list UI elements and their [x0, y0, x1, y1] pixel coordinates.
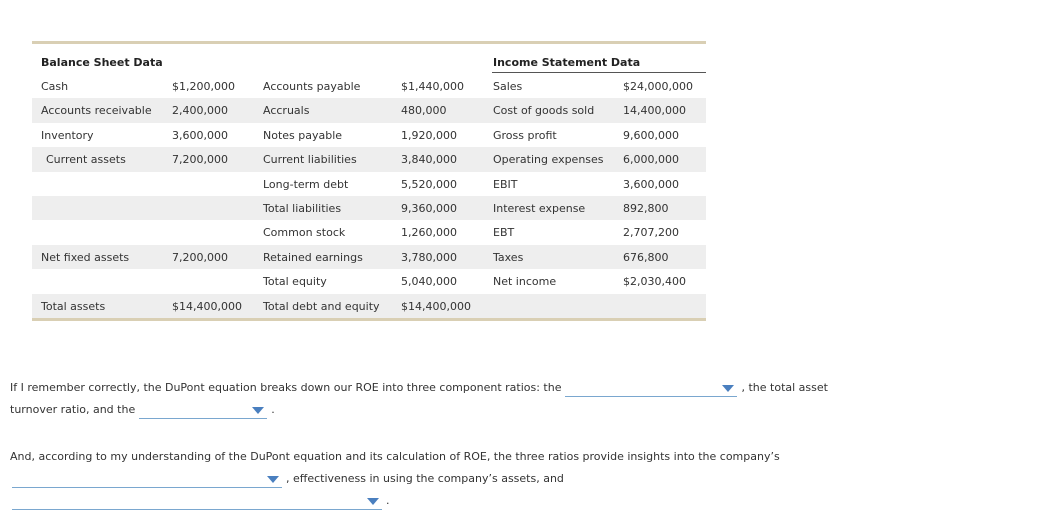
liability-value: 480,000: [401, 104, 447, 118]
liability-value: $14,400,000: [401, 299, 471, 313]
asset-value: $1,200,000: [172, 80, 235, 93]
asset-label: Cash: [41, 80, 69, 93]
income-label: EBIT: [493, 177, 518, 191]
table-row: [32, 245, 706, 269]
income-label: Interest expense: [493, 201, 586, 215]
liability-value: 1,260,000: [401, 226, 457, 240]
liability-value: 3,780,000: [401, 250, 457, 264]
dropdown-1[interactable]: [565, 380, 737, 397]
liability-label: Total liabilities: [263, 201, 342, 215]
question-2-text-b: , effectiveness in using the company’s assets, and: [286, 472, 564, 485]
balance-sheet-header: Balance Sheet Data: [41, 56, 163, 69]
table-row: [32, 220, 706, 244]
income-label: Cost of goods sold: [493, 104, 595, 118]
liability-label: Total debt and equity: [263, 299, 380, 313]
question-1-text-b: , the total asset: [741, 381, 828, 394]
dropdown-4[interactable]: [12, 493, 382, 510]
liability-label: Accruals: [263, 104, 310, 118]
chevron-down-icon: [252, 407, 264, 414]
liability-value: 3,840,000: [401, 153, 457, 167]
income-header-underline: [492, 72, 706, 73]
liability-label: Total equity: [263, 275, 327, 289]
asset-label: Accounts receivable: [41, 104, 152, 118]
asset-value: 7,200,000: [172, 153, 228, 167]
liability-label: Common stock: [263, 226, 346, 240]
table-row: [32, 74, 706, 98]
income-label: Sales: [493, 80, 523, 93]
income-value: 6,000,000: [623, 153, 679, 167]
question-1-text-d: .: [271, 403, 275, 416]
asset-value: 2,400,000: [172, 104, 228, 118]
chevron-down-icon: [267, 476, 279, 483]
income-value: $24,000,000: [623, 80, 693, 93]
liability-value: 1,920,000: [401, 128, 457, 142]
liability-label: Current liabilities: [263, 153, 357, 167]
dropdown-2[interactable]: [139, 402, 267, 419]
liability-label: Notes payable: [263, 128, 343, 142]
liability-value: 5,520,000: [401, 177, 457, 191]
income-value: 676,800: [623, 250, 669, 264]
table-row: [32, 294, 706, 318]
income-label: Gross profit: [493, 128, 557, 142]
income-label: Taxes: [493, 250, 524, 264]
table-row: [32, 269, 706, 293]
financial-data-table: [32, 41, 706, 321]
liability-label: Accounts payable: [263, 80, 361, 93]
asset-label: Net fixed assets: [41, 250, 130, 264]
table-row: [32, 196, 706, 220]
income-label: Net income: [493, 275, 557, 289]
chevron-down-icon: [722, 385, 734, 392]
question-2-text-c: .: [386, 494, 390, 507]
table-row: [32, 123, 706, 147]
asset-value: 7,200,000: [172, 250, 228, 264]
income-value: 892,800: [623, 201, 669, 215]
income-label: EBT: [493, 226, 515, 240]
chevron-down-icon: [367, 498, 379, 505]
income-label: Operating expenses: [493, 153, 604, 167]
income-value: 2,707,200: [623, 226, 679, 240]
question-1-text-c: turnover ratio, and the: [10, 403, 136, 416]
table-row: [32, 147, 706, 171]
income-value: 9,600,000: [623, 128, 679, 142]
liability-value: $1,440,000: [401, 80, 464, 93]
asset-value: $14,400,000: [172, 299, 242, 313]
liability-value: 9,360,000: [401, 201, 457, 215]
income-value: $2,030,400: [623, 275, 686, 289]
liability-label: Retained earnings: [263, 250, 363, 264]
table-row: [32, 98, 706, 122]
asset-label: Inventory: [41, 128, 94, 142]
question-1-text-a: If I remember correctly, the DuPont equation breaks down our ROE into three component ratios: the: [10, 381, 562, 394]
income-statement-header: Income Statement Data: [493, 56, 641, 69]
question-2: [10, 446, 1024, 512]
asset-label: Total assets: [41, 299, 106, 313]
income-value: 14,400,000: [623, 104, 686, 118]
table-row: [32, 172, 706, 196]
asset-label: Current assets: [46, 153, 126, 167]
question-1: [10, 377, 1024, 421]
asset-value: 3,600,000: [172, 128, 228, 142]
question-2-text-a: And, according to my understanding of the DuPont equation and its calculation of ROE, the three ratios provide insights into the company’s: [10, 450, 780, 463]
liability-value: 5,040,000: [401, 275, 457, 289]
liability-label: Long-term debt: [263, 177, 349, 191]
table-header-row: [32, 44, 706, 74]
income-value: 3,600,000: [623, 177, 679, 191]
dropdown-3[interactable]: [12, 471, 282, 488]
